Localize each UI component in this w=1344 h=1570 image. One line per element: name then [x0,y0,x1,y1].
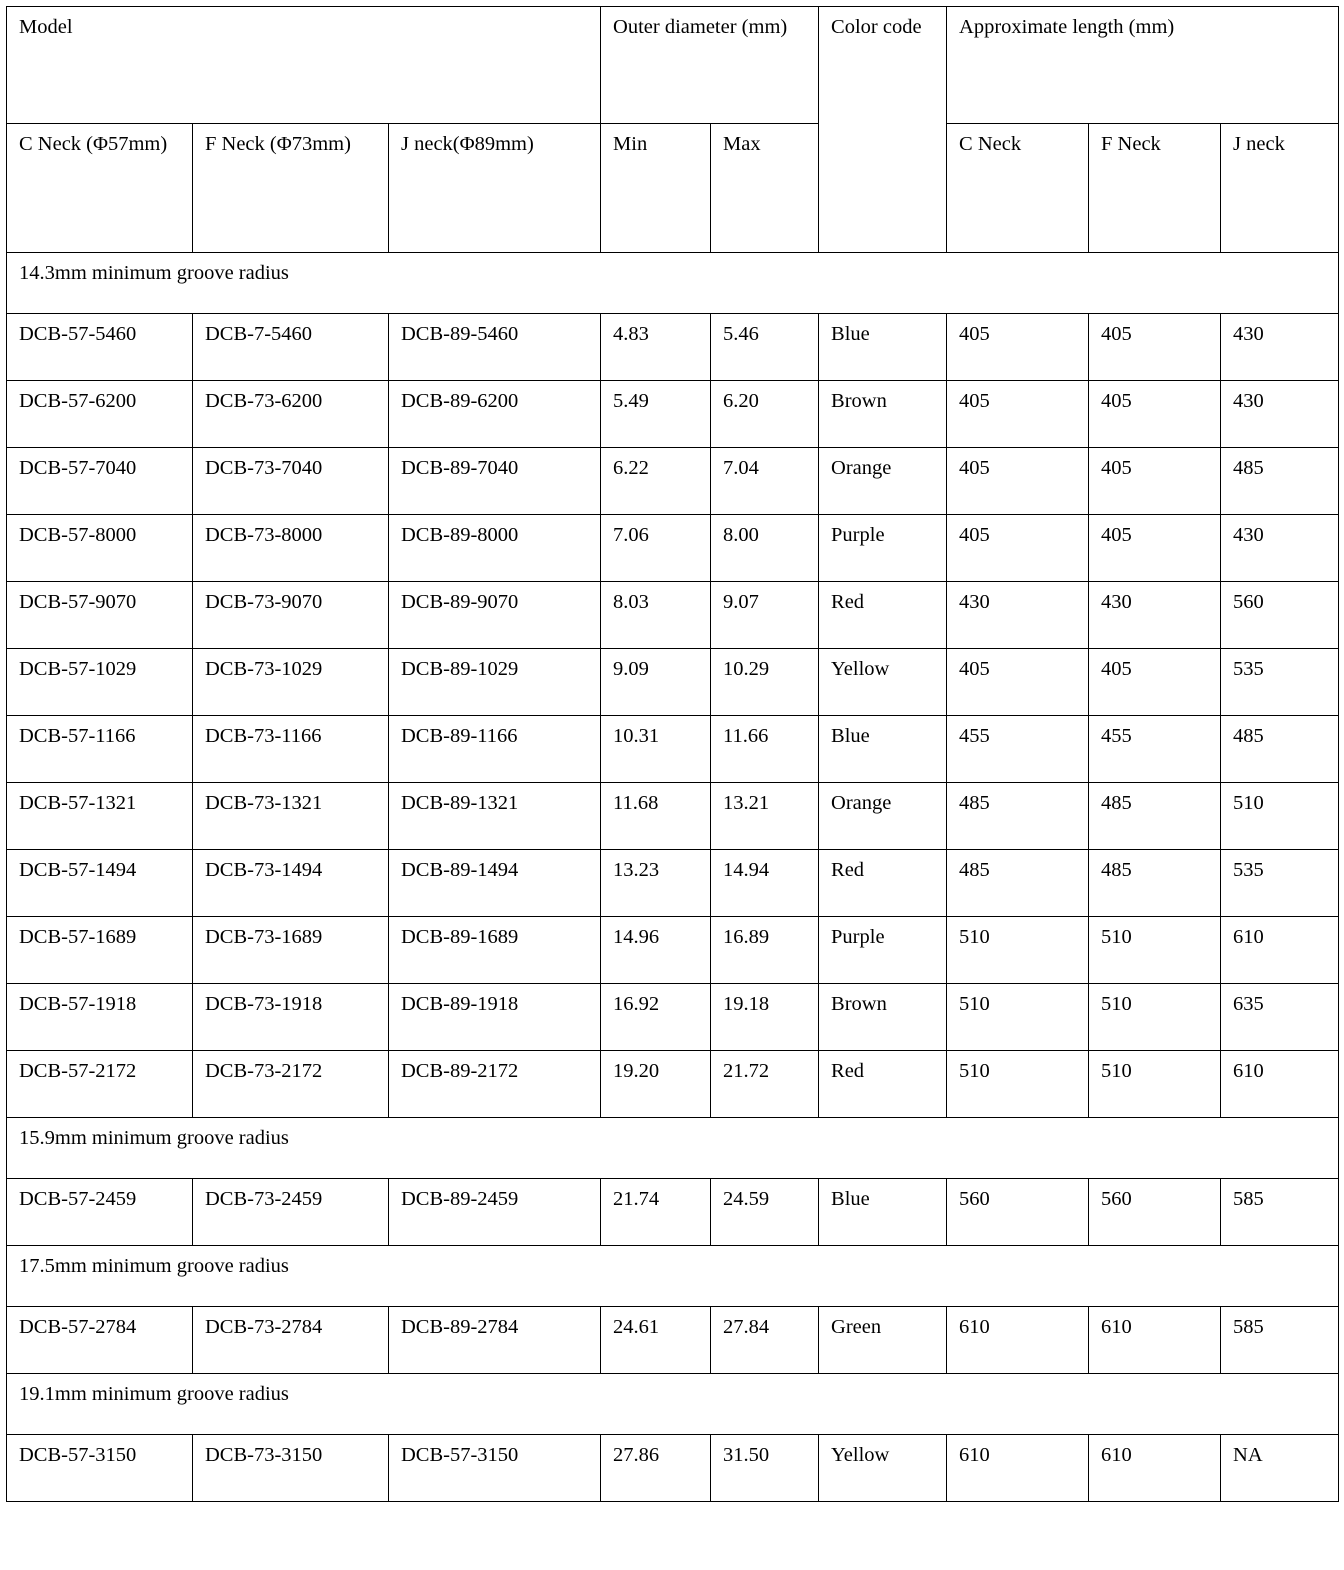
cell-length-c-neck: 610 [947,1307,1089,1374]
group-heading-row [7,253,1339,314]
header-row-top [7,7,1339,124]
table-row [7,1435,1339,1502]
table-row [7,984,1339,1051]
cell-model-j-neck: DCB-89-1918 [389,984,601,1051]
cell-model-j-neck: DCB-89-1166 [389,716,601,783]
group-heading-label: 15.9mm minimum groove radius [7,1118,1339,1179]
table-row [7,649,1339,716]
cell-model-c-neck: DCB-57-2172 [7,1051,193,1118]
cell-length-j-neck: 635 [1221,984,1339,1051]
cell-model-f-neck: DCB-73-6200 [193,381,389,448]
cell-length-f-neck: 430 [1089,582,1221,649]
table-row [7,716,1339,783]
table-header [7,7,1339,253]
cell-color-code: Yellow [819,649,947,716]
cell-model-f-neck: DCB-73-1494 [193,850,389,917]
cell-model-j-neck: DCB-57-3150 [389,1435,601,1502]
cell-length-f-neck: 560 [1089,1179,1221,1246]
cell-model-j-neck: DCB-89-5460 [389,314,601,381]
cell-model-f-neck: DCB-73-1689 [193,917,389,984]
cell-model-c-neck: DCB-57-1029 [7,649,193,716]
header-approximate-length: Approximate length (mm) [947,7,1339,124]
cell-model-f-neck: DCB-73-2459 [193,1179,389,1246]
group-heading-label: 19.1mm minimum groove radius [7,1374,1339,1435]
cell-outer-diameter-min: 27.86 [601,1435,711,1502]
cell-outer-diameter-min: 13.23 [601,850,711,917]
cell-length-j-neck: 535 [1221,850,1339,917]
header-length-f-neck: F Neck [1089,124,1221,253]
cell-length-f-neck: 405 [1089,314,1221,381]
cell-model-c-neck: DCB-57-7040 [7,448,193,515]
cell-length-j-neck: NA [1221,1435,1339,1502]
cell-length-j-neck: 535 [1221,649,1339,716]
cell-length-j-neck: 430 [1221,515,1339,582]
cell-length-c-neck: 560 [947,1179,1089,1246]
cell-model-j-neck: DCB-89-2459 [389,1179,601,1246]
cell-outer-diameter-max: 6.20 [711,381,819,448]
cell-length-j-neck: 610 [1221,917,1339,984]
cell-length-j-neck: 610 [1221,1051,1339,1118]
cell-color-code: Brown [819,984,947,1051]
cell-length-f-neck: 510 [1089,917,1221,984]
cell-model-c-neck: DCB-57-2784 [7,1307,193,1374]
cell-model-j-neck: DCB-89-8000 [389,515,601,582]
table-row [7,582,1339,649]
cell-color-code: Purple [819,917,947,984]
cell-model-j-neck: DCB-89-2172 [389,1051,601,1118]
cell-length-j-neck: 585 [1221,1179,1339,1246]
cell-outer-diameter-max: 11.66 [711,716,819,783]
group-heading-row [7,1374,1339,1435]
cell-outer-diameter-max: 27.84 [711,1307,819,1374]
cell-length-c-neck: 405 [947,649,1089,716]
cell-outer-diameter-min: 21.74 [601,1179,711,1246]
cell-model-f-neck: DCB-73-3150 [193,1435,389,1502]
cell-model-j-neck: DCB-89-1029 [389,649,601,716]
cell-color-code: Red [819,1051,947,1118]
cell-model-c-neck: DCB-57-2459 [7,1179,193,1246]
cell-outer-diameter-min: 7.06 [601,515,711,582]
cell-model-f-neck: DCB-73-2172 [193,1051,389,1118]
cell-outer-diameter-max: 5.46 [711,314,819,381]
cell-outer-diameter-min: 19.20 [601,1051,711,1118]
cell-color-code: Purple [819,515,947,582]
cell-model-j-neck: DCB-89-7040 [389,448,601,515]
cell-color-code: Orange [819,448,947,515]
header-row-sub [7,124,1339,253]
cell-length-j-neck: 510 [1221,783,1339,850]
header-length-j-neck: J neck [1221,124,1339,253]
group-heading-label: 17.5mm minimum groove radius [7,1246,1339,1307]
cell-length-f-neck: 455 [1089,716,1221,783]
cell-outer-diameter-max: 7.04 [711,448,819,515]
cell-length-f-neck: 405 [1089,448,1221,515]
cell-length-f-neck: 485 [1089,783,1221,850]
cell-model-c-neck: DCB-57-1321 [7,783,193,850]
cell-outer-diameter-min: 6.22 [601,448,711,515]
cell-length-c-neck: 485 [947,783,1089,850]
cell-outer-diameter-max: 16.89 [711,917,819,984]
cell-length-f-neck: 485 [1089,850,1221,917]
header-f-neck: F Neck (Φ73mm) [193,124,389,253]
table-row [7,515,1339,582]
cell-length-c-neck: 510 [947,1051,1089,1118]
cell-model-c-neck: DCB-57-5460 [7,314,193,381]
cell-outer-diameter-min: 16.92 [601,984,711,1051]
cell-model-f-neck: DCB-73-1029 [193,649,389,716]
cell-length-c-neck: 455 [947,716,1089,783]
cell-model-f-neck: DCB-73-1321 [193,783,389,850]
cell-model-f-neck: DCB-73-1166 [193,716,389,783]
group-heading-row [7,1246,1339,1307]
cell-length-c-neck: 405 [947,381,1089,448]
table-row [7,448,1339,515]
cell-model-f-neck: DCB-7-5460 [193,314,389,381]
table-row [7,1307,1339,1374]
cell-model-f-neck: DCB-73-1918 [193,984,389,1051]
header-max: Max [711,124,819,253]
cell-color-code: Brown [819,381,947,448]
table-body [7,253,1339,1502]
cell-model-c-neck: DCB-57-8000 [7,515,193,582]
cell-length-f-neck: 610 [1089,1435,1221,1502]
cell-length-f-neck: 510 [1089,984,1221,1051]
cell-color-code: Blue [819,716,947,783]
cell-length-c-neck: 405 [947,515,1089,582]
cell-outer-diameter-min: 9.09 [601,649,711,716]
header-outer-diameter: Outer diameter (mm) [601,7,819,124]
header-model: Model [7,7,601,124]
cell-model-c-neck: DCB-57-1166 [7,716,193,783]
cell-length-c-neck: 430 [947,582,1089,649]
cell-outer-diameter-min: 10.31 [601,716,711,783]
cell-length-j-neck: 430 [1221,314,1339,381]
table-row [7,1051,1339,1118]
table-row [7,917,1339,984]
cell-model-c-neck: DCB-57-3150 [7,1435,193,1502]
cell-model-c-neck: DCB-57-1494 [7,850,193,917]
table-row [7,1179,1339,1246]
cell-outer-diameter-max: 31.50 [711,1435,819,1502]
cell-outer-diameter-max: 10.29 [711,649,819,716]
cell-model-c-neck: DCB-57-1689 [7,917,193,984]
cell-outer-diameter-max: 8.00 [711,515,819,582]
cell-color-code: Green [819,1307,947,1374]
cell-outer-diameter-max: 13.21 [711,783,819,850]
cell-outer-diameter-min: 8.03 [601,582,711,649]
table-row [7,783,1339,850]
cell-model-j-neck: DCB-89-1494 [389,850,601,917]
header-j-neck: J neck(Φ89mm) [389,124,601,253]
table-row [7,381,1339,448]
group-heading-label: 14.3mm minimum groove radius [7,253,1339,314]
cell-color-code: Yellow [819,1435,947,1502]
cell-length-c-neck: 510 [947,984,1089,1051]
cell-length-f-neck: 405 [1089,649,1221,716]
cell-length-f-neck: 405 [1089,515,1221,582]
cell-color-code: Blue [819,1179,947,1246]
cell-color-code: Blue [819,314,947,381]
cell-color-code: Orange [819,783,947,850]
cell-length-j-neck: 485 [1221,448,1339,515]
cell-model-f-neck: DCB-73-8000 [193,515,389,582]
cell-model-f-neck: DCB-73-9070 [193,582,389,649]
cell-outer-diameter-max: 19.18 [711,984,819,1051]
cell-color-code: Red [819,582,947,649]
cell-length-c-neck: 405 [947,314,1089,381]
header-color-code: Color code [819,7,947,253]
cell-model-j-neck: DCB-89-9070 [389,582,601,649]
cell-length-f-neck: 610 [1089,1307,1221,1374]
group-heading-row [7,1118,1339,1179]
cell-outer-diameter-min: 5.49 [601,381,711,448]
cell-model-f-neck: DCB-73-2784 [193,1307,389,1374]
cell-outer-diameter-min: 14.96 [601,917,711,984]
header-length-c-neck: C Neck [947,124,1089,253]
cell-model-f-neck: DCB-73-7040 [193,448,389,515]
cell-outer-diameter-min: 24.61 [601,1307,711,1374]
cell-model-j-neck: DCB-89-6200 [389,381,601,448]
product-specification-table [6,6,1339,1502]
cell-length-c-neck: 610 [947,1435,1089,1502]
header-min: Min [601,124,711,253]
cell-length-f-neck: 405 [1089,381,1221,448]
cell-outer-diameter-min: 11.68 [601,783,711,850]
cell-model-j-neck: DCB-89-1689 [389,917,601,984]
cell-length-j-neck: 560 [1221,582,1339,649]
cell-model-j-neck: DCB-89-1321 [389,783,601,850]
cell-outer-diameter-max: 24.59 [711,1179,819,1246]
cell-color-code: Red [819,850,947,917]
cell-length-c-neck: 485 [947,850,1089,917]
cell-outer-diameter-max: 21.72 [711,1051,819,1118]
cell-model-c-neck: DCB-57-6200 [7,381,193,448]
cell-model-c-neck: DCB-57-9070 [7,582,193,649]
table-row [7,850,1339,917]
cell-model-c-neck: DCB-57-1918 [7,984,193,1051]
cell-model-j-neck: DCB-89-2784 [389,1307,601,1374]
cell-length-j-neck: 585 [1221,1307,1339,1374]
cell-length-f-neck: 510 [1089,1051,1221,1118]
cell-length-j-neck: 430 [1221,381,1339,448]
cell-outer-diameter-max: 14.94 [711,850,819,917]
header-c-neck: C Neck (Φ57mm) [7,124,193,253]
cell-length-c-neck: 510 [947,917,1089,984]
table-row [7,314,1339,381]
cell-outer-diameter-max: 9.07 [711,582,819,649]
cell-outer-diameter-min: 4.83 [601,314,711,381]
cell-length-j-neck: 485 [1221,716,1339,783]
cell-length-c-neck: 405 [947,448,1089,515]
